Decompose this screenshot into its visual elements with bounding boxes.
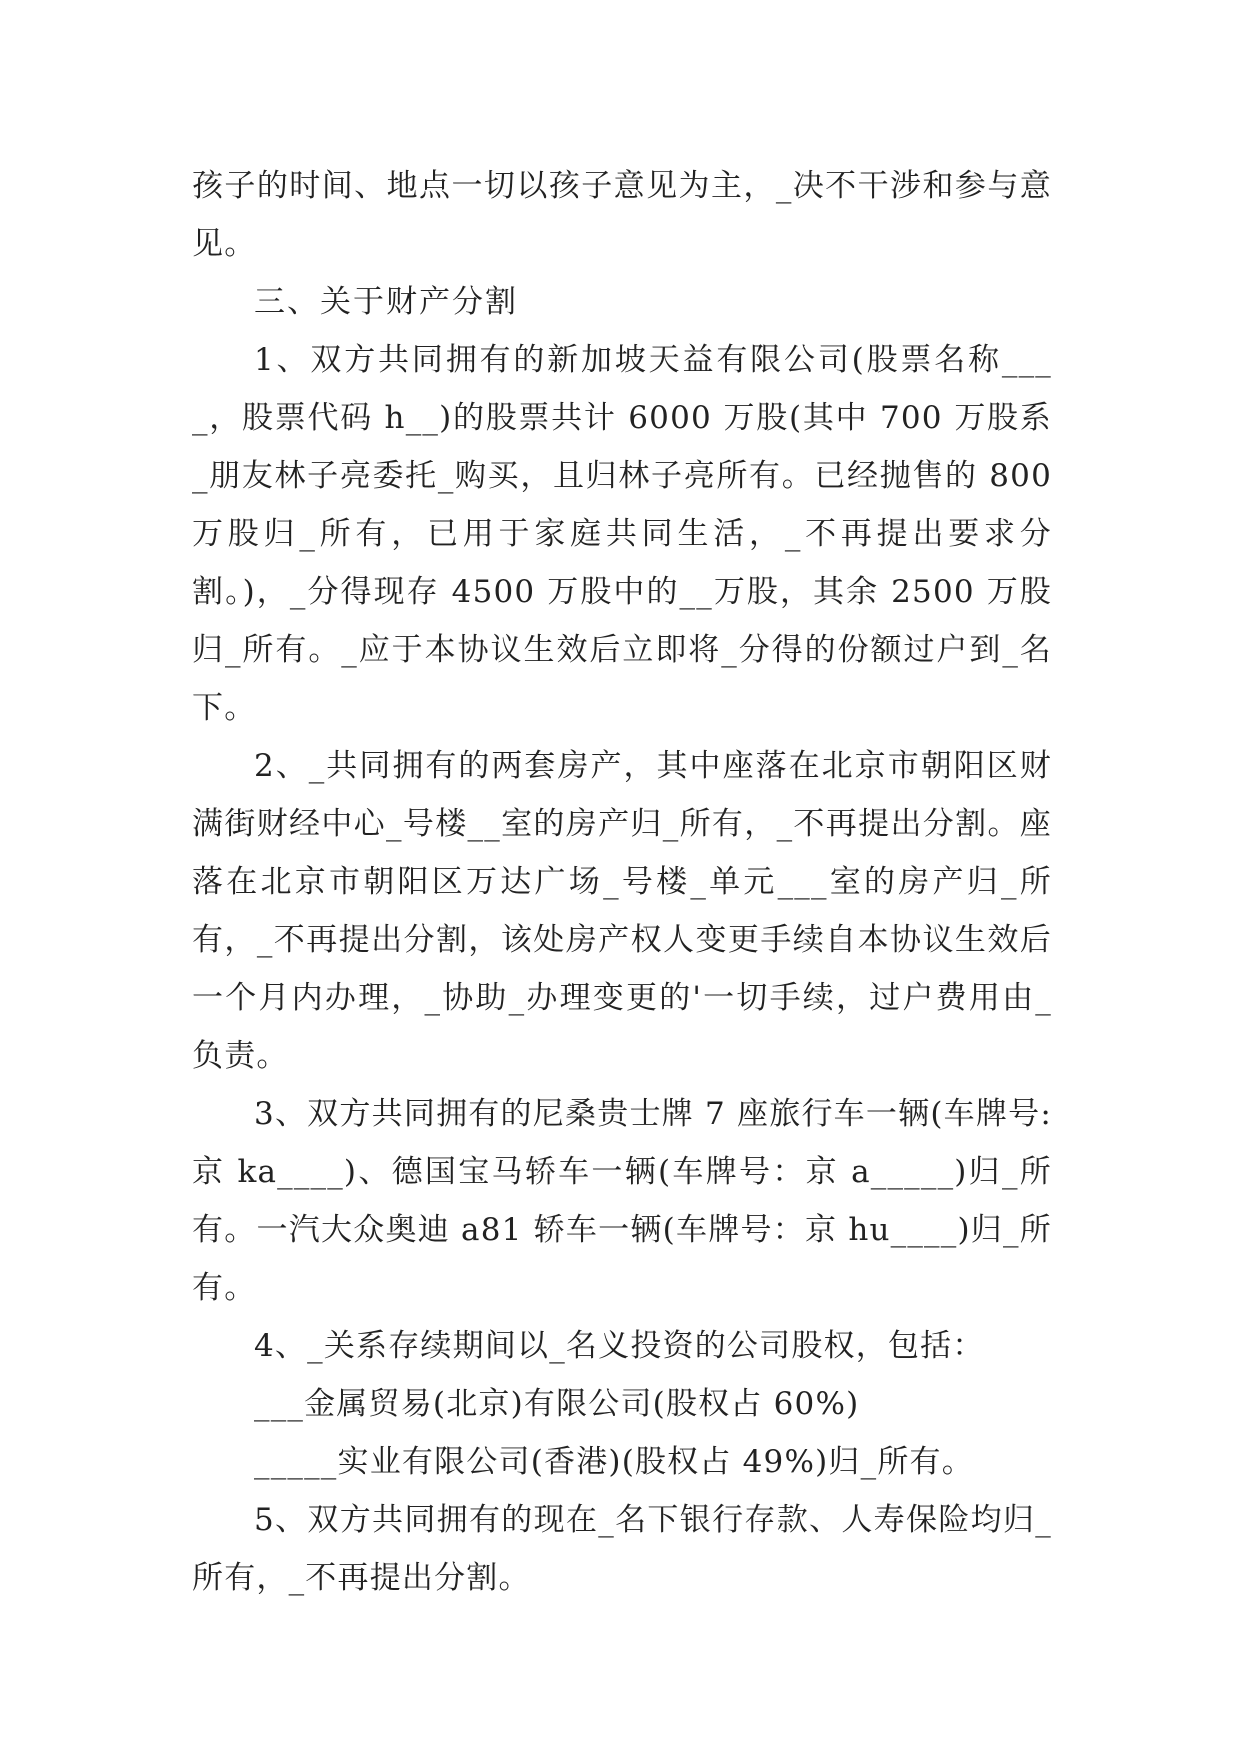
paragraph-item-3-vehicles: 3、双方共同拥有的尼桑贵士牌 7 座旅行车一辆(车牌号:京 ka____)、德国宝马轿车一辆(车牌号：京 a_____)归_所有。一汽大众奥迪 a81 轿车一辆(车牌号：京 hu____)归_所有。 <box>192 1096 1052 1306</box>
paragraph-item-2-real-estate: 2、_共同拥有的两套房产，其中座落在北京市朝阳区财满街财经中心_号楼__室的房产归_所有，_不再提出分割。座落在北京市朝阳区万达广场_号楼_单元___室的房产归_所有，_不再提出分割，该处房产权人变更手续自本协议生效后一个月内办理，_协助_办理变更的'一切手续，过户费用由_负责。 <box>192 748 1052 1074</box>
paragraph-item-1-stocks: 1、双方共同拥有的新加坡天益有限公司(股票名称____，股票代码 h__)的股票共计 6000 万股(其中 700 万股系_朋友林子亮委托_购买，且归林子亮所有。已经抛售的 800 万股归_所有，已用于家庭共同生活，_不再提出要求分割。)，_分得现存 4500 万股中的__万股，其余 2500 万股归_所有。_应于本协议生效后立即将_分得的份额过户到_名下。 <box>192 342 1052 726</box>
paragraph-custody-continuation: 孩子的时间、地点一切以孩子意见为主，_决不干涉和参与意见。 <box>192 168 1052 262</box>
document-page <box>192 157 1052 1607</box>
paragraph-equity-industrial-hk: _____实业有限公司(香港)(股权占 49%)归_所有。 <box>254 1444 974 1480</box>
section-heading-property-division: 三、关于财产分割 <box>254 284 518 320</box>
paragraph-item-5-deposits: 5、双方共同拥有的现在_名下银行存款、人寿保险均归_所有，_不再提出分割。 <box>192 1502 1052 1596</box>
paragraph-equity-metal-trading: ___金属贸易(北京)有限公司(股权占 60%) <box>254 1386 860 1422</box>
paragraph-item-4-equity: 4、_关系存续期间以_名义投资的公司股权，包括： <box>254 1328 985 1364</box>
